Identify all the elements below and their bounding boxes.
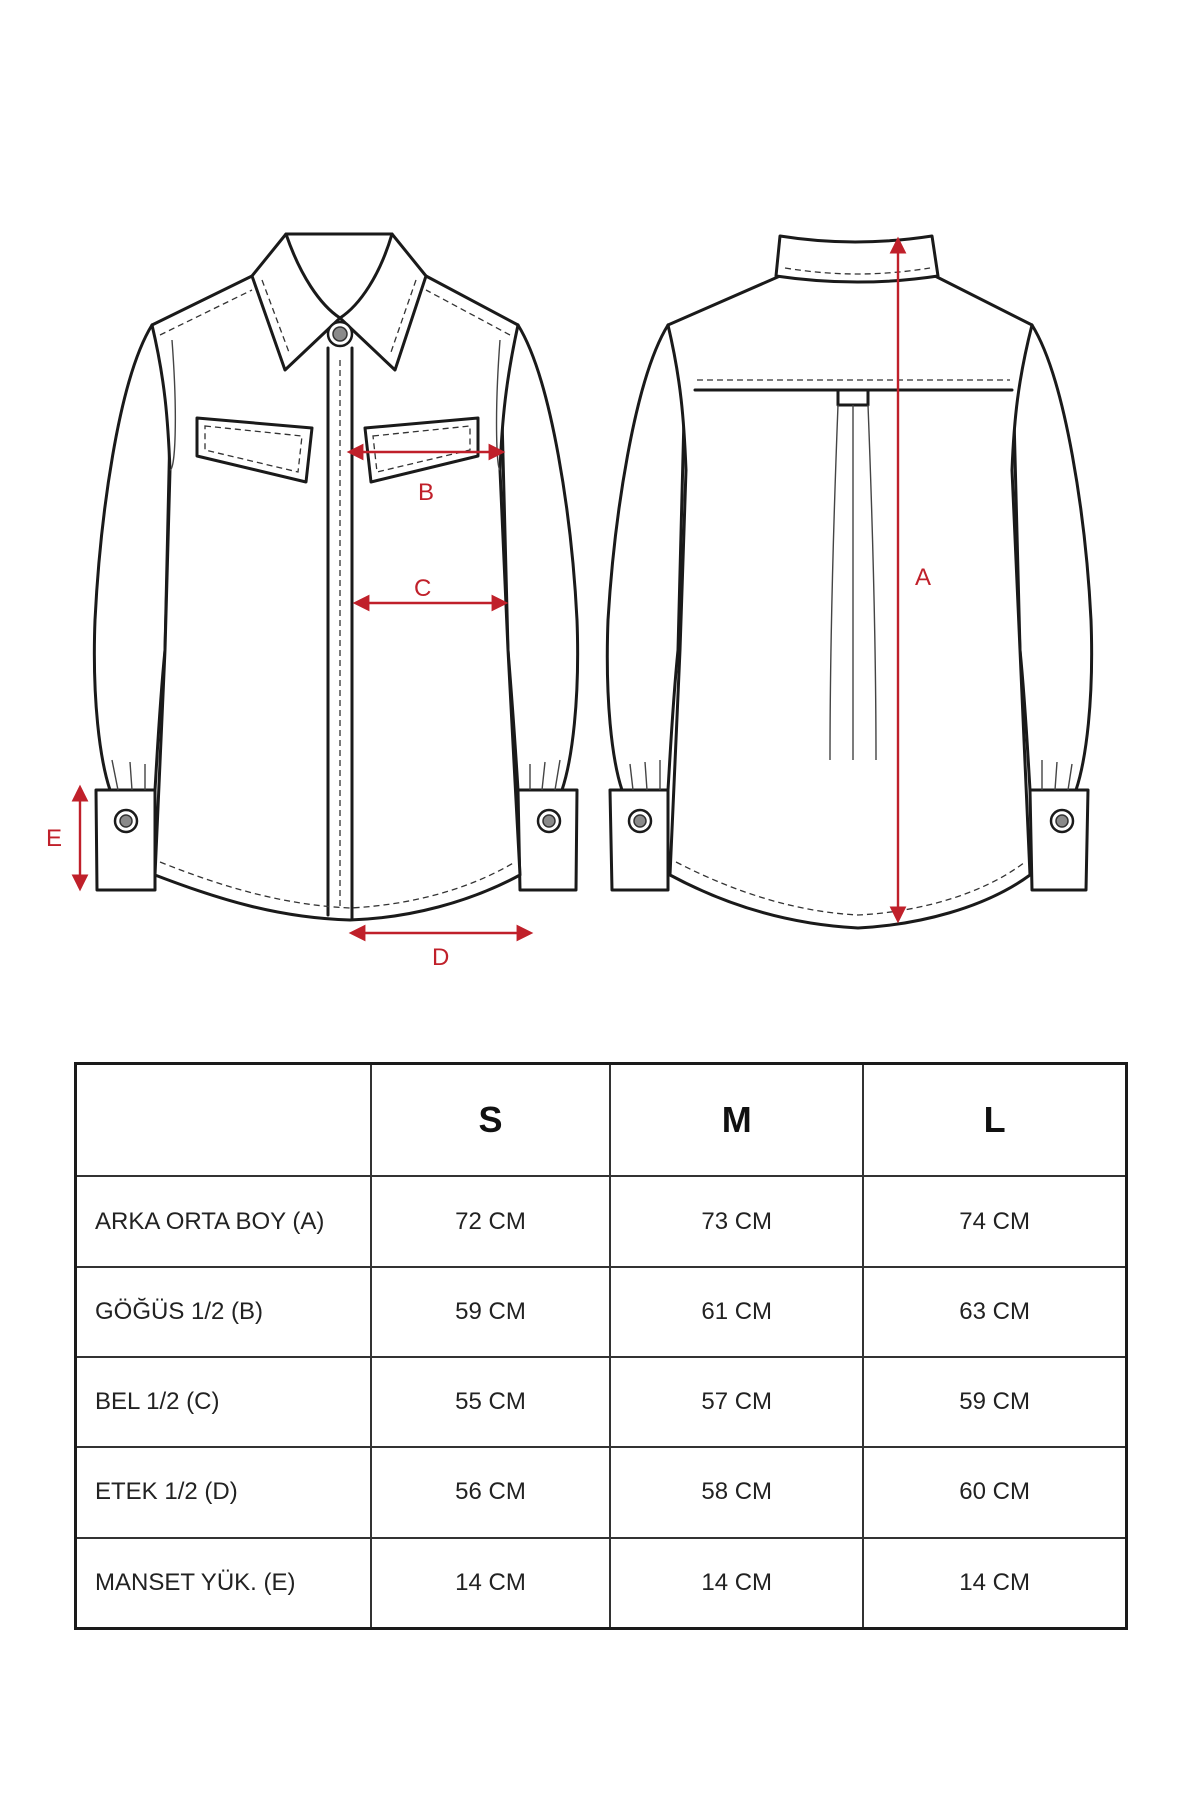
table-header-row: [76, 1064, 1127, 1177]
front-right-cuff: [518, 790, 577, 890]
table-row: [76, 1447, 1127, 1537]
cell-value: 55 CM: [371, 1357, 610, 1447]
row-label: ARKA ORTA BOY (A): [76, 1176, 371, 1266]
cell-value: 73 CM: [610, 1176, 863, 1266]
header-size-l: L: [863, 1064, 1126, 1177]
cell-value: 57 CM: [610, 1357, 863, 1447]
front-body: [152, 276, 520, 920]
cell-value: 61 CM: [610, 1267, 863, 1357]
label-A: A: [915, 564, 932, 591]
cell-value: 74 CM: [863, 1176, 1126, 1266]
back-left-cuff: [610, 790, 668, 890]
table-row: [76, 1357, 1127, 1447]
back-collar: [776, 236, 938, 282]
row-label: BEL 1/2 (C): [76, 1357, 371, 1447]
cell-value: 59 CM: [371, 1267, 610, 1357]
row-label: MANSET YÜK. (E): [76, 1538, 371, 1629]
table-row: [76, 1176, 1127, 1266]
cell-value: 60 CM: [863, 1447, 1126, 1537]
label-E: E: [46, 825, 63, 852]
back-left-sleeve: [607, 325, 686, 790]
header-size-s: S: [371, 1064, 610, 1177]
cell-value: 63 CM: [863, 1267, 1126, 1357]
cell-value: 14 CM: [863, 1538, 1126, 1629]
size-chart-table: [74, 1062, 1128, 1630]
cell-value: 72 CM: [371, 1176, 610, 1266]
cell-value: 59 CM: [863, 1357, 1126, 1447]
label-D: D: [432, 944, 450, 971]
header-empty: [76, 1064, 371, 1177]
cell-value: 14 CM: [371, 1538, 610, 1629]
label-C: C: [414, 575, 432, 602]
cell-value: 14 CM: [610, 1538, 863, 1629]
measure-D: [352, 933, 530, 971]
back-body: [668, 276, 1032, 928]
label-B: B: [418, 479, 435, 506]
header-size-m: M: [610, 1064, 863, 1177]
back-right-cuff: [1030, 790, 1088, 890]
measure-E: [46, 788, 80, 888]
row-label: GÖĞÜS 1/2 (B): [76, 1267, 371, 1357]
shirt-front-view: [94, 234, 577, 920]
cell-value: 56 CM: [371, 1447, 610, 1537]
shirt-back-view: [607, 236, 1091, 928]
table-row: [76, 1267, 1127, 1357]
front-left-cuff: [96, 790, 155, 890]
table-row: [76, 1538, 1127, 1629]
cell-value: 58 CM: [610, 1447, 863, 1537]
row-label: ETEK 1/2 (D): [76, 1447, 371, 1537]
front-left-sleeve: [94, 325, 172, 790]
